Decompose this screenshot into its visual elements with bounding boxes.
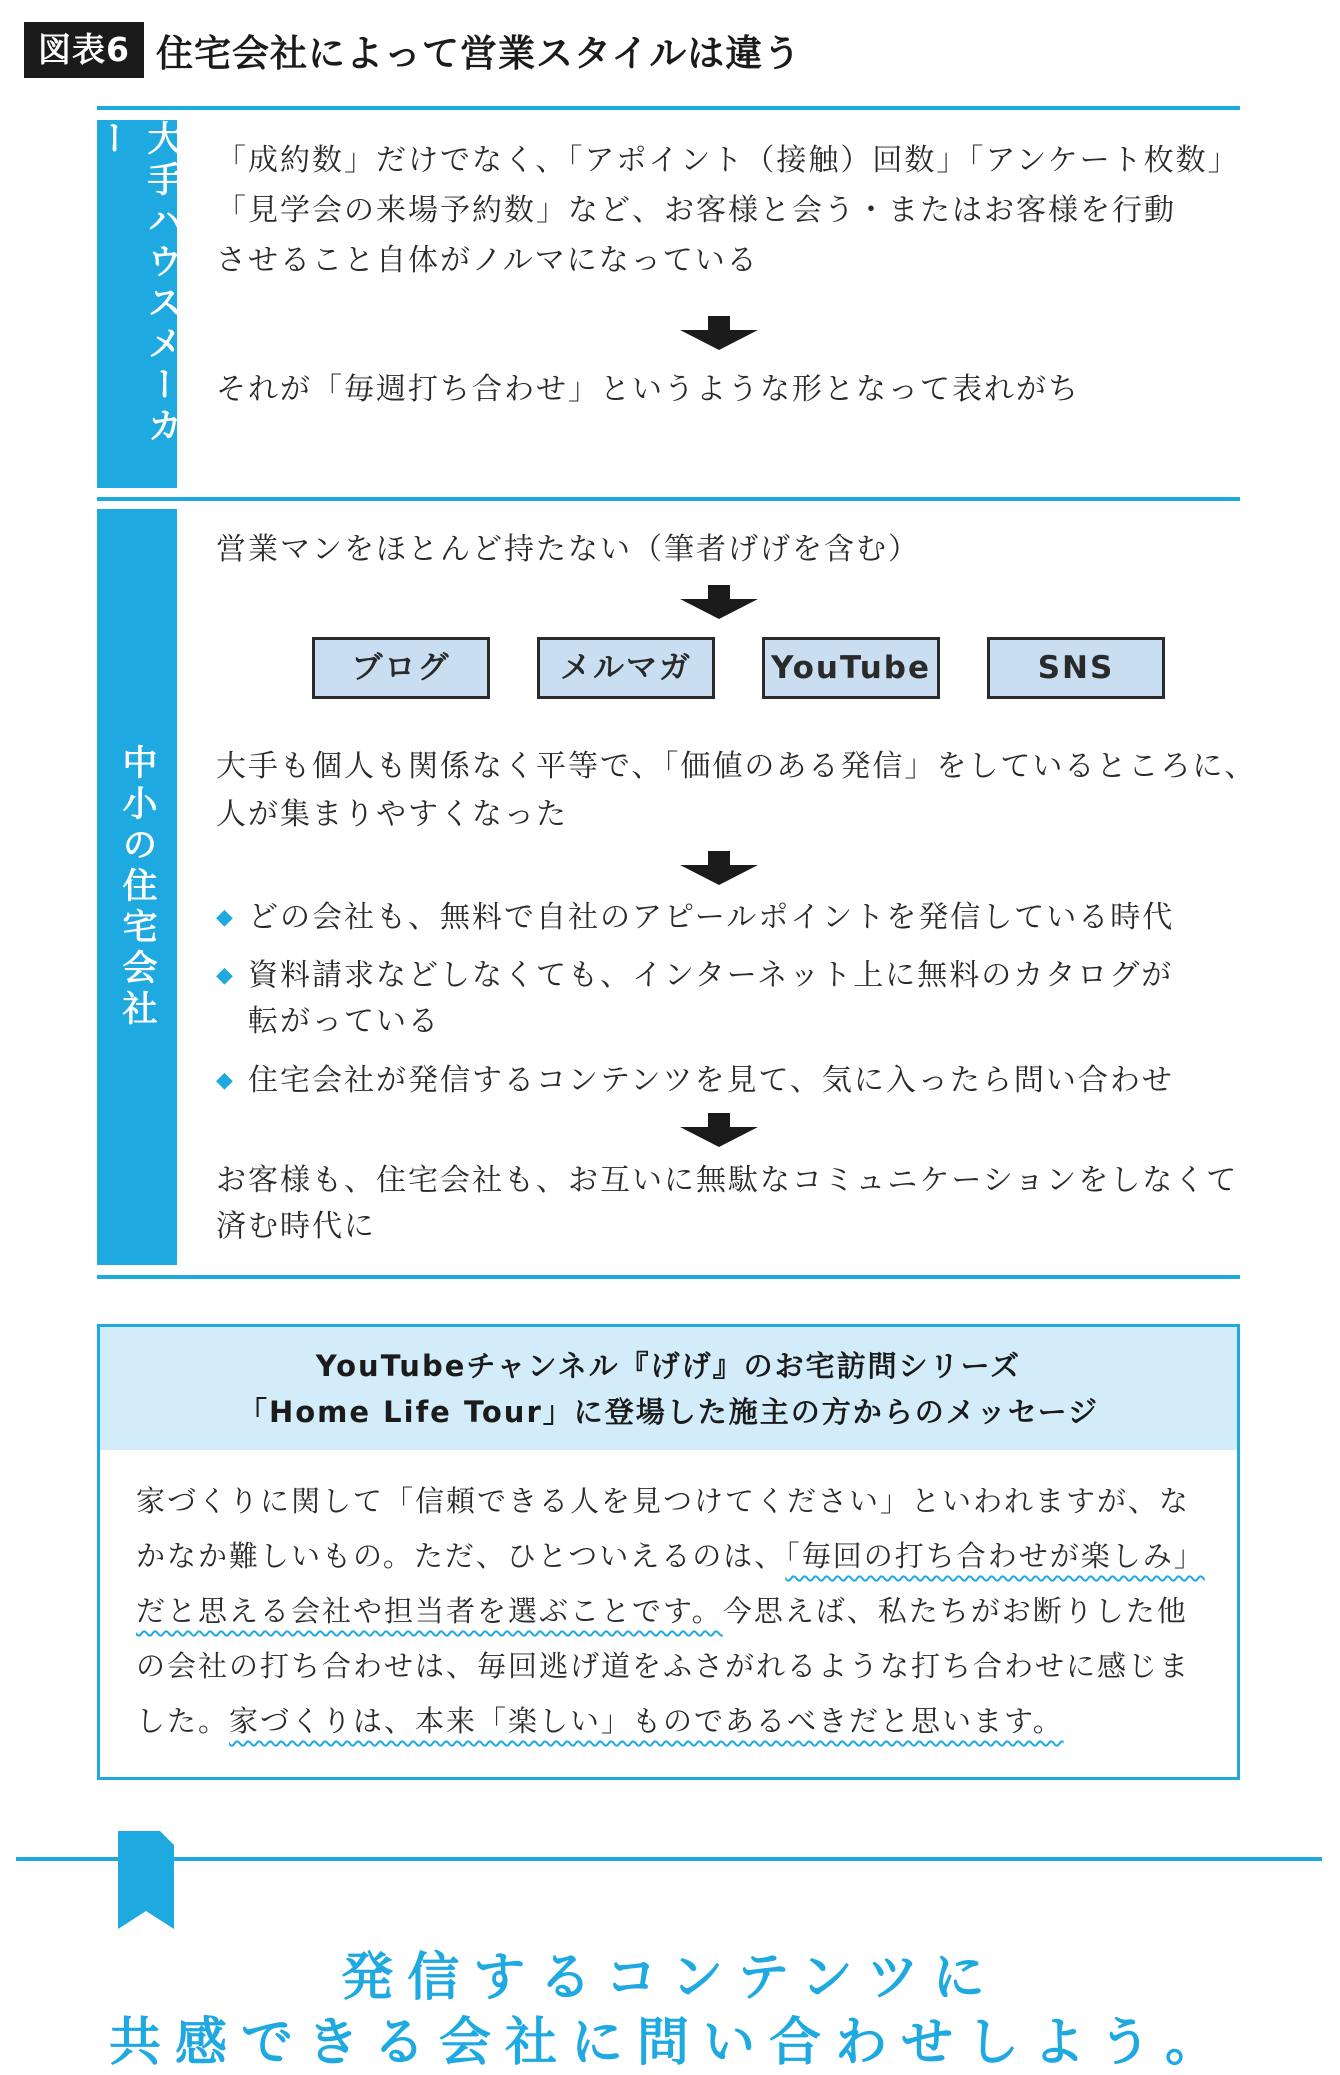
bullet-item: ◆ どの会社も、無料で自社のアピールポイントを発信している時代 xyxy=(216,895,1174,941)
down-arrow-icon xyxy=(680,1113,758,1147)
channel-chip: YouTube xyxy=(762,637,940,699)
down-arrow-icon xyxy=(680,316,758,350)
small-builder-intro: 営業マンをほとんど持たない（筆者げげを含む） xyxy=(216,532,920,567)
message-box-header xyxy=(100,1327,1237,1450)
highlighted-phrase: 家づくりは、本来「楽しい」ものであるべきだと思います。 xyxy=(229,1704,1064,1738)
highlighted-phrase: 「毎回の打ち合わせが楽しみ」だと思える会社や担当者を選ぶことです。 xyxy=(136,1539,1205,1628)
down-arrow-icon xyxy=(680,851,758,885)
big-maker-label: 大手ハウスメーカー xyxy=(97,120,177,488)
bullet-item: ◆ 資料請求などしなくても、インターネット上に無料のカタログが 転がっている xyxy=(216,953,1173,1045)
slogan-rule xyxy=(16,1857,1322,1861)
figure-label: 図表6 xyxy=(24,22,144,78)
section-divider-top xyxy=(97,106,1240,110)
figure-header xyxy=(24,22,801,78)
small-builder-equality: 大手も個人も関係なく平等で、「価値のある発信」をしているところに、 人が集まりやすくなった xyxy=(216,749,1257,832)
big-maker-line: 「成約数」だけでなく、「アポイント（接触）回数」「アンケート枚数」 xyxy=(216,143,1240,178)
big-maker-description xyxy=(216,136,1240,286)
diamond-bullet-icon: ◆ xyxy=(216,905,235,930)
bookmark-tab-icon xyxy=(118,1831,174,1929)
slogan-line: 発信するコンテンツに xyxy=(341,1948,999,2008)
figure-title: 住宅会社によって営業スタイルは違う xyxy=(155,32,802,75)
owner-message-box xyxy=(97,1324,1240,1780)
bullet-item: ◆ 住宅会社が発信するコンテンツを見て、気に入ったら問い合わせ xyxy=(216,1058,1174,1104)
diamond-bullet-icon: ◆ xyxy=(216,1068,235,1093)
message-body: 家づくりに関して「信頼できる人を見つけてください」といわれますが、なかなか難しいもの。ただ、ひとついえるのは、「毎回の打ち合わせが楽しみ」だと思える会社や担当者を選ぶことです。今思えば、私たちがお断りした他の会社の打ち合わせは、毎回逃げ道をふさがれるような打ち合わせに感じました。家づくりは、本来「楽しい」ものであるべきだと思います。 xyxy=(136,1484,1205,1738)
section-divider-middle xyxy=(97,497,1240,501)
section-divider-bottom xyxy=(97,1275,1240,1279)
down-arrow-icon xyxy=(680,585,758,619)
small-builder-conclusion: お客様も、住宅会社も、お互いに無駄なコミュニケーションをしなくて 済む時代に xyxy=(216,1163,1239,1244)
big-maker-line: 「見学会の来場予約数」など、お客様と会う・またはお客様を行動 xyxy=(216,193,1176,228)
big-maker-result: それが「毎週打ち合わせ」というような形となって表れがち xyxy=(216,372,1080,407)
message-box-subtitle: 「Home Life Tour」に登場した施主の方からのメッセージ xyxy=(237,1394,1100,1429)
channel-chip: ブログ xyxy=(312,637,490,699)
message-box-title: YouTubeチャンネル『げげ』のお宅訪問シリーズ xyxy=(315,1348,1022,1383)
slogan-line: 共感できる会社に問い合わせしよう。 xyxy=(108,2013,1231,2073)
big-maker-line: させること自体がノルマになっている xyxy=(216,243,759,278)
channel-chip: SNS xyxy=(987,637,1165,699)
channel-chip: メルマガ xyxy=(537,637,715,699)
diamond-bullet-icon: ◆ xyxy=(216,963,235,988)
small-builder-label: 中小の住宅会社 xyxy=(97,509,177,1265)
